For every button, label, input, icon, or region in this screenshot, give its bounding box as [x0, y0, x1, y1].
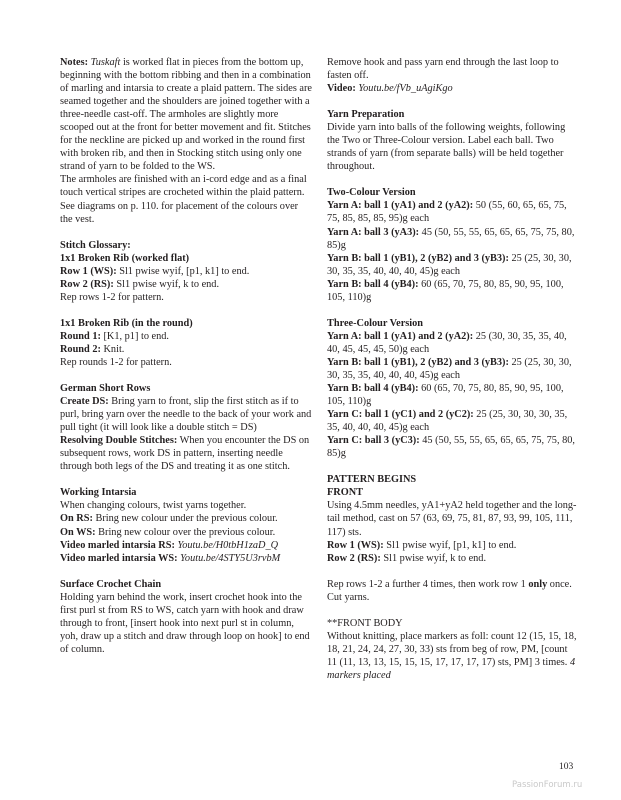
rib-round-heading: 1x1 Broken Rib (in the round) — [60, 317, 193, 329]
front-row-1: Row 1 (WS): Sl1 pwise wyif, [p1, k1] to end. — [327, 539, 517, 551]
video-line: Video: Youtu.be/fVb_uAgiKgo — [327, 83, 453, 95]
pattern-heading: PATTERN BEGINS — [327, 474, 417, 486]
prep-heading: Yarn Preparation — [327, 109, 405, 121]
three-yarn-a12: Yarn A: ball 1 (yA1) and 2 (yA2): 25 (30, 30, 35, 35, 40, 40, 45, 45, 45, 50)g each — [327, 330, 567, 355]
create-ds: Create DS: Bring yarn to front, slip the first stitch as if to purl, bring yarn over the needle to the back of your work and pull tight (it will look like a double stitch = DS) — [60, 396, 312, 434]
glossary-heading: Stitch Glossary: — [60, 239, 131, 251]
three-colour-heading: Three-Colour Version — [327, 317, 424, 329]
three-yarn-b4: Yarn B: ball 4 (yB4): 60 (65, 70, 75, 80, 85, 90, 95, 100, 105, 110)g — [327, 383, 564, 408]
video-rs: Video marled intarsia RS: Youtu.be/H0tbH1zaD_Q — [60, 539, 279, 551]
front-heading: FRONT — [327, 487, 364, 499]
remove-text: Remove hook and pass yarn end through the last loop to fasten off. — [327, 57, 559, 82]
video-ws-link[interactable]: Youtu.be/4STY5U3rvbM — [180, 552, 281, 564]
notes-paragraph: Notes: Tuskaft is worked flat in pieces from the bottom up, beginning with the bottom ribbing and then in a combination of marling and intarsia to create a plaid pattern. The sides are seamed together and the shoulders are joined together with a three-needle cast-off. The armholes are slightly more scooped out at the front for better movement and fit. Stitches for the neckline are picked up and worked in the round first with broken rib, and then in Stocking stitch using only one strand of yarn to be folded to the WS. — [60, 57, 312, 173]
intarsia-on-ws: On WS: Bring new colour over the previous colour. — [60, 526, 276, 538]
two-yarn-a3: Yarn A: ball 3 (yA3): 45 (50, 55, 55, 65, 65, 65, 75, 75, 80, 85)g — [327, 226, 575, 251]
resolving-ds: Resolving Double Stitches: When you encounter the DS on subsequent rows, work DS in pattern, inserting needle through both legs of the DS and treating it as one stitch. — [60, 435, 310, 473]
watermark: PassionForum.ru — [512, 780, 583, 790]
video-link[interactable]: Youtu.be/fVb_uAgiKgo — [358, 83, 453, 95]
front-text: Using 4.5mm needles, yA1+yA2 held together and the long-tail method, cast on 57 (63, 69, 75, 81, 87, 93, 99, 105, 111, 117) sts. — [327, 500, 577, 538]
intarsia-on-rs: On RS: Bring new colour under the previous colour. — [60, 513, 278, 525]
crochet-text: Holding yarn behind the work, insert crochet hook into the first purl st from RS to WS, catch yarn with hook and draw through to front, [insert hook into next purl st in column, yoh, draw up a stitch and draw through loop on hook] to end of column. — [60, 591, 310, 655]
two-yarn-b123: Yarn B: ball 1 (yB1), 2 (yB2) and 3 (yB3): 25 (25, 30, 30, 30, 35, 35, 40, 40, 40, 45)g each — [327, 252, 572, 277]
left-column — [60, 56, 312, 656]
front-body-heading: **FRONT BODY — [327, 617, 403, 629]
two-colour-heading: Two-Colour Version — [327, 187, 416, 199]
rib-flat-row-2: Row 2 (RS): Sl1 pwise wyif, k to end. — [60, 278, 220, 290]
three-yarn-c3: Yarn C: ball 3 (yC3): 45 (50, 55, 55, 65, 65, 65, 75, 75, 80, 85)g — [327, 435, 575, 460]
rib-flat-heading: 1x1 Broken Rib (worked flat) — [60, 252, 190, 264]
intarsia-text: When changing colours, twist yarns together. — [60, 500, 247, 512]
two-yarn-b4: Yarn B: ball 4 (yB4): 60 (65, 70, 75, 80, 85, 90, 95, 100, 105, 110)g — [327, 278, 564, 303]
video-rs-link[interactable]: Youtu.be/H0tbH1zaD_Q — [177, 539, 279, 551]
three-yarn-b123: Yarn B: ball 1 (yB1), 2 (yB2) and 3 (yB3): 25 (25, 30, 30, 30, 35, 35, 40, 40, 40, 45)g each — [327, 356, 572, 381]
repeat-text: Rep rows 1-2 a further 4 times, then work row 1 only once. Cut yarns. — [327, 578, 572, 603]
three-yarn-c12: Yarn C: ball 1 (yC1) and 2 (yC2): 25 (25, 30, 30, 30, 35, 35, 40, 40, 40, 45)g each — [327, 409, 568, 434]
video-ws: Video marled intarsia WS: Youtu.be/4STY5U3rvbM — [60, 552, 281, 564]
prep-text: Divide yarn into balls of the following weights, following the Two or Three-Colour version. Label each ball. Two strands of yarn (from separate balls) will be held together throughout. — [327, 122, 566, 173]
right-column — [327, 56, 579, 682]
front-row-2: Row 2 (RS): Sl1 pwise wyif, k to end. — [327, 552, 487, 564]
short-rows-heading: German Short Rows — [60, 383, 151, 395]
front-body-text: Without knitting, place markers as foll: count 12 (15, 15, 18, 18, 21, 24, 24, 27, 30, 33) sts from beg of row, PM, [count 11 (11, 13, 13, 15, 15, 15, 17, 17, 17, 17) sts, PM] 3 times. 4 markers placed — [327, 630, 577, 681]
rib-round-repeat: Rep rounds 1-2 for pattern. — [60, 356, 172, 368]
two-yarn-a12: Yarn A: ball 1 (yA1) and 2 (yA2): 50 (55, 60, 65, 65, 75, 75, 85, 85, 85, 95)g each — [327, 200, 567, 225]
rib-flat-row-1: Row 1 (WS): Sl1 pwise wyif, [p1, k1] to end. — [60, 265, 250, 277]
rib-round-1: Round 1: [K1, p1] to end. — [60, 330, 169, 342]
intarsia-heading: Working Intarsia — [60, 487, 137, 499]
rib-round-2: Round 2: Knit. — [60, 343, 125, 355]
notes-paragraph-2: The armholes are finished with an i-cord edge and as a final touch vertical stripes are crocheted within the plaid pattern. See diagrams on p. 110. for placement of the colours over the vest. — [60, 174, 307, 225]
page-number: 103 — [559, 762, 574, 772]
rib-flat-repeat: Rep rows 1-2 for pattern. — [60, 291, 164, 303]
crochet-heading: Surface Crochet Chain — [60, 578, 162, 590]
